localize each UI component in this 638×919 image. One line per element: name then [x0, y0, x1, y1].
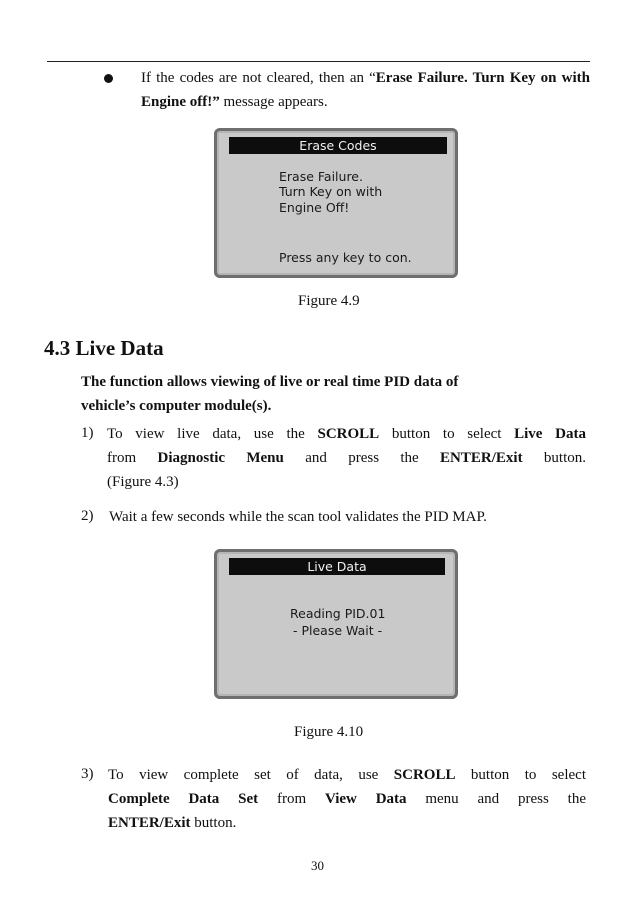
bullet-text [141, 66, 590, 114]
step-3-line-3 [108, 811, 586, 835]
intro-text-2: vehicle’s computer module(s). [81, 398, 272, 414]
step-3-line-1 [108, 763, 586, 787]
step-3-b2: Complete Data Set [108, 791, 259, 807]
step-3-p4: menu and press the [406, 791, 586, 807]
bullet-text-post: message appears. [219, 94, 328, 110]
bullet-dot-icon [104, 74, 113, 83]
step-3-p2: button to select [455, 767, 586, 783]
step-2-text: Wait a few seconds while the scan tool validates the PID MAP. [109, 509, 487, 525]
screen-footer: Press any key to con. [279, 250, 412, 265]
screen-title: Live Data [229, 558, 445, 575]
screen-line-3: Engine Off! [279, 200, 350, 215]
live-data-screen [214, 549, 458, 699]
step-1-b2: Live Data [514, 426, 586, 442]
step-1-p5: button. [522, 450, 586, 466]
screen-line-1: Erase Failure. [279, 169, 363, 184]
intro-text-1: The function allows viewing of live or real time PID data of [81, 374, 459, 390]
screen-line-1: Reading PID.01 [290, 606, 386, 621]
step-1-p4: and press the [283, 450, 441, 466]
top-rule [47, 61, 590, 62]
step-1-p1: To view live data, use the [107, 426, 318, 442]
bullet-text-bold: Erase Failure. Turn Key on with Engine off!” [141, 70, 590, 110]
step-1-line-2 [107, 446, 586, 470]
step-3-p3: from [258, 791, 325, 807]
intro-line-2 [81, 394, 271, 418]
step-3-number: 3) [81, 766, 94, 782]
page-number: 30 [311, 858, 324, 873]
step-1-line-3: (Figure 4.3) [107, 474, 179, 490]
figure-4-10-caption: Figure 4.10 [294, 724, 364, 740]
step-1-line-1 [107, 422, 586, 446]
screen-title: Erase Codes [229, 137, 447, 154]
step-3-b1: SCROLL [393, 767, 456, 783]
step-1-p2: button to select [379, 426, 515, 442]
figure-4-9-caption: Figure 4.9 [298, 293, 360, 309]
step-1-text [107, 422, 586, 494]
step-1-b3: Diagnostic Menu [157, 450, 284, 466]
step-3-line-2 [108, 787, 586, 811]
step-1-b1: SCROLL [317, 426, 380, 442]
section-heading: 4.3 Live Data [44, 336, 164, 360]
step-3-p5: button. [190, 815, 237, 831]
erase-codes-screen [214, 128, 458, 278]
step-1-number: 1) [81, 425, 94, 441]
step-2-number: 2) [81, 508, 94, 524]
screen-line-2: Turn Key on with [279, 184, 383, 199]
step-1-p3: from [107, 450, 158, 466]
step-1-b4: ENTER/Exit [440, 450, 523, 466]
step-3-b3: View Data [324, 791, 407, 807]
intro-line-1 [81, 370, 579, 394]
step-3-text [108, 763, 586, 835]
step-3-b4: ENTER/Exit [108, 815, 191, 831]
bullet-text-pre: If the codes are not cleared, then an “ [141, 70, 376, 86]
screen-line-2: - Please Wait - [293, 623, 383, 638]
step-3-p1: To view complete set of data, use [108, 767, 394, 783]
